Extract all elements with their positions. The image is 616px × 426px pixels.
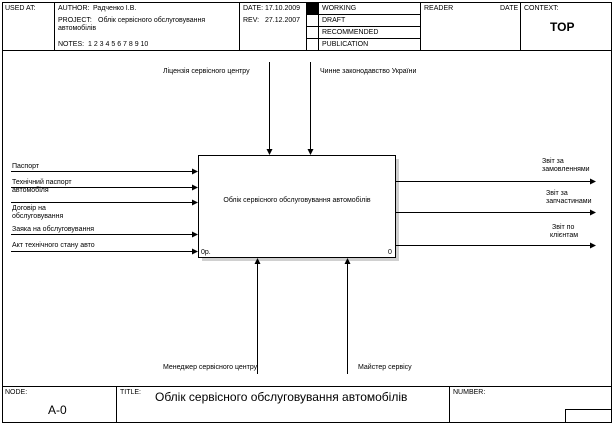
status-draft: DRAFT	[322, 17, 346, 24]
title-label: TITLE:	[120, 389, 142, 396]
input-label-contract-line2: обслуговування	[12, 213, 64, 220]
input-label-passport: Паспорт	[12, 163, 40, 170]
project-label: PROJECT:	[58, 17, 92, 24]
control-label-legislation: Чинне законодавство України	[320, 68, 417, 75]
mechanism-label-manager: Менеджер сервісного центру	[163, 364, 258, 371]
project-value-line1: Облік сервісного обслуговування	[98, 17, 206, 24]
node-value: A-0	[48, 403, 67, 417]
date-label: DATE:	[243, 5, 264, 12]
notes-label: NOTES:	[58, 41, 85, 48]
project-value-line2: автомобілів	[58, 25, 97, 32]
mechanism-label-master: Майстер сервісу	[358, 364, 412, 371]
activity-box-number: 0	[388, 249, 392, 256]
input-label-application: Заяка на обслуговування	[12, 226, 94, 233]
output-label-orders-line1: Звіт за	[542, 158, 564, 165]
used-at-label: USED AT:	[5, 5, 36, 12]
date-value: 17.10.2009	[265, 5, 301, 12]
input-label-tech-passport-line2: автомобіля	[12, 187, 49, 194]
output-label-parts-line1: Звіт за	[546, 190, 568, 197]
activity-box-cost: 0р.	[201, 249, 211, 256]
diagram-title: Облік сервісного обслуговування автомобілів	[155, 390, 408, 404]
status-recommended: RECOMMENDED	[322, 29, 379, 36]
output-label-parts-line2: запчастинами	[546, 198, 592, 205]
context-label: CONTEXT:	[524, 5, 559, 12]
output-label-clients-line2: клієнтам	[550, 232, 579, 239]
reader-date-label: DATE	[500, 5, 519, 12]
rev-label: REV:	[243, 17, 260, 24]
context-value: TOP	[550, 20, 575, 34]
input-label-tech-passport-line1: Технічний паспорт	[12, 179, 72, 186]
input-label-contract-line1: Договір на	[12, 205, 46, 212]
output-label-clients-line1: Звіт по	[552, 224, 575, 231]
reader-label: READER	[424, 5, 454, 12]
number-label: NUMBER:	[453, 389, 486, 396]
working-status-marker	[307, 3, 318, 14]
node-label: NODE:	[5, 389, 28, 396]
input-label-tech-condition: Акт технічного стану авто	[12, 242, 95, 249]
activity-box	[199, 156, 396, 258]
rev-value: 27.12.2007	[265, 17, 301, 24]
activity-box-label: Облік сервісного обслуговування автомобілів	[223, 197, 371, 204]
output-label-orders-line2: замовленнями	[542, 166, 590, 173]
author-label: AUTHOR:	[58, 5, 90, 12]
author-value: Радченко І.В.	[93, 5, 137, 12]
notes-value: 1 2 3 4 5 6 7 8 9 10	[88, 41, 149, 48]
control-label-license: Ліцензія сервісного центру	[163, 68, 250, 75]
status-working: WORKING	[322, 5, 357, 12]
status-publication: PUBLICATION	[322, 41, 369, 48]
